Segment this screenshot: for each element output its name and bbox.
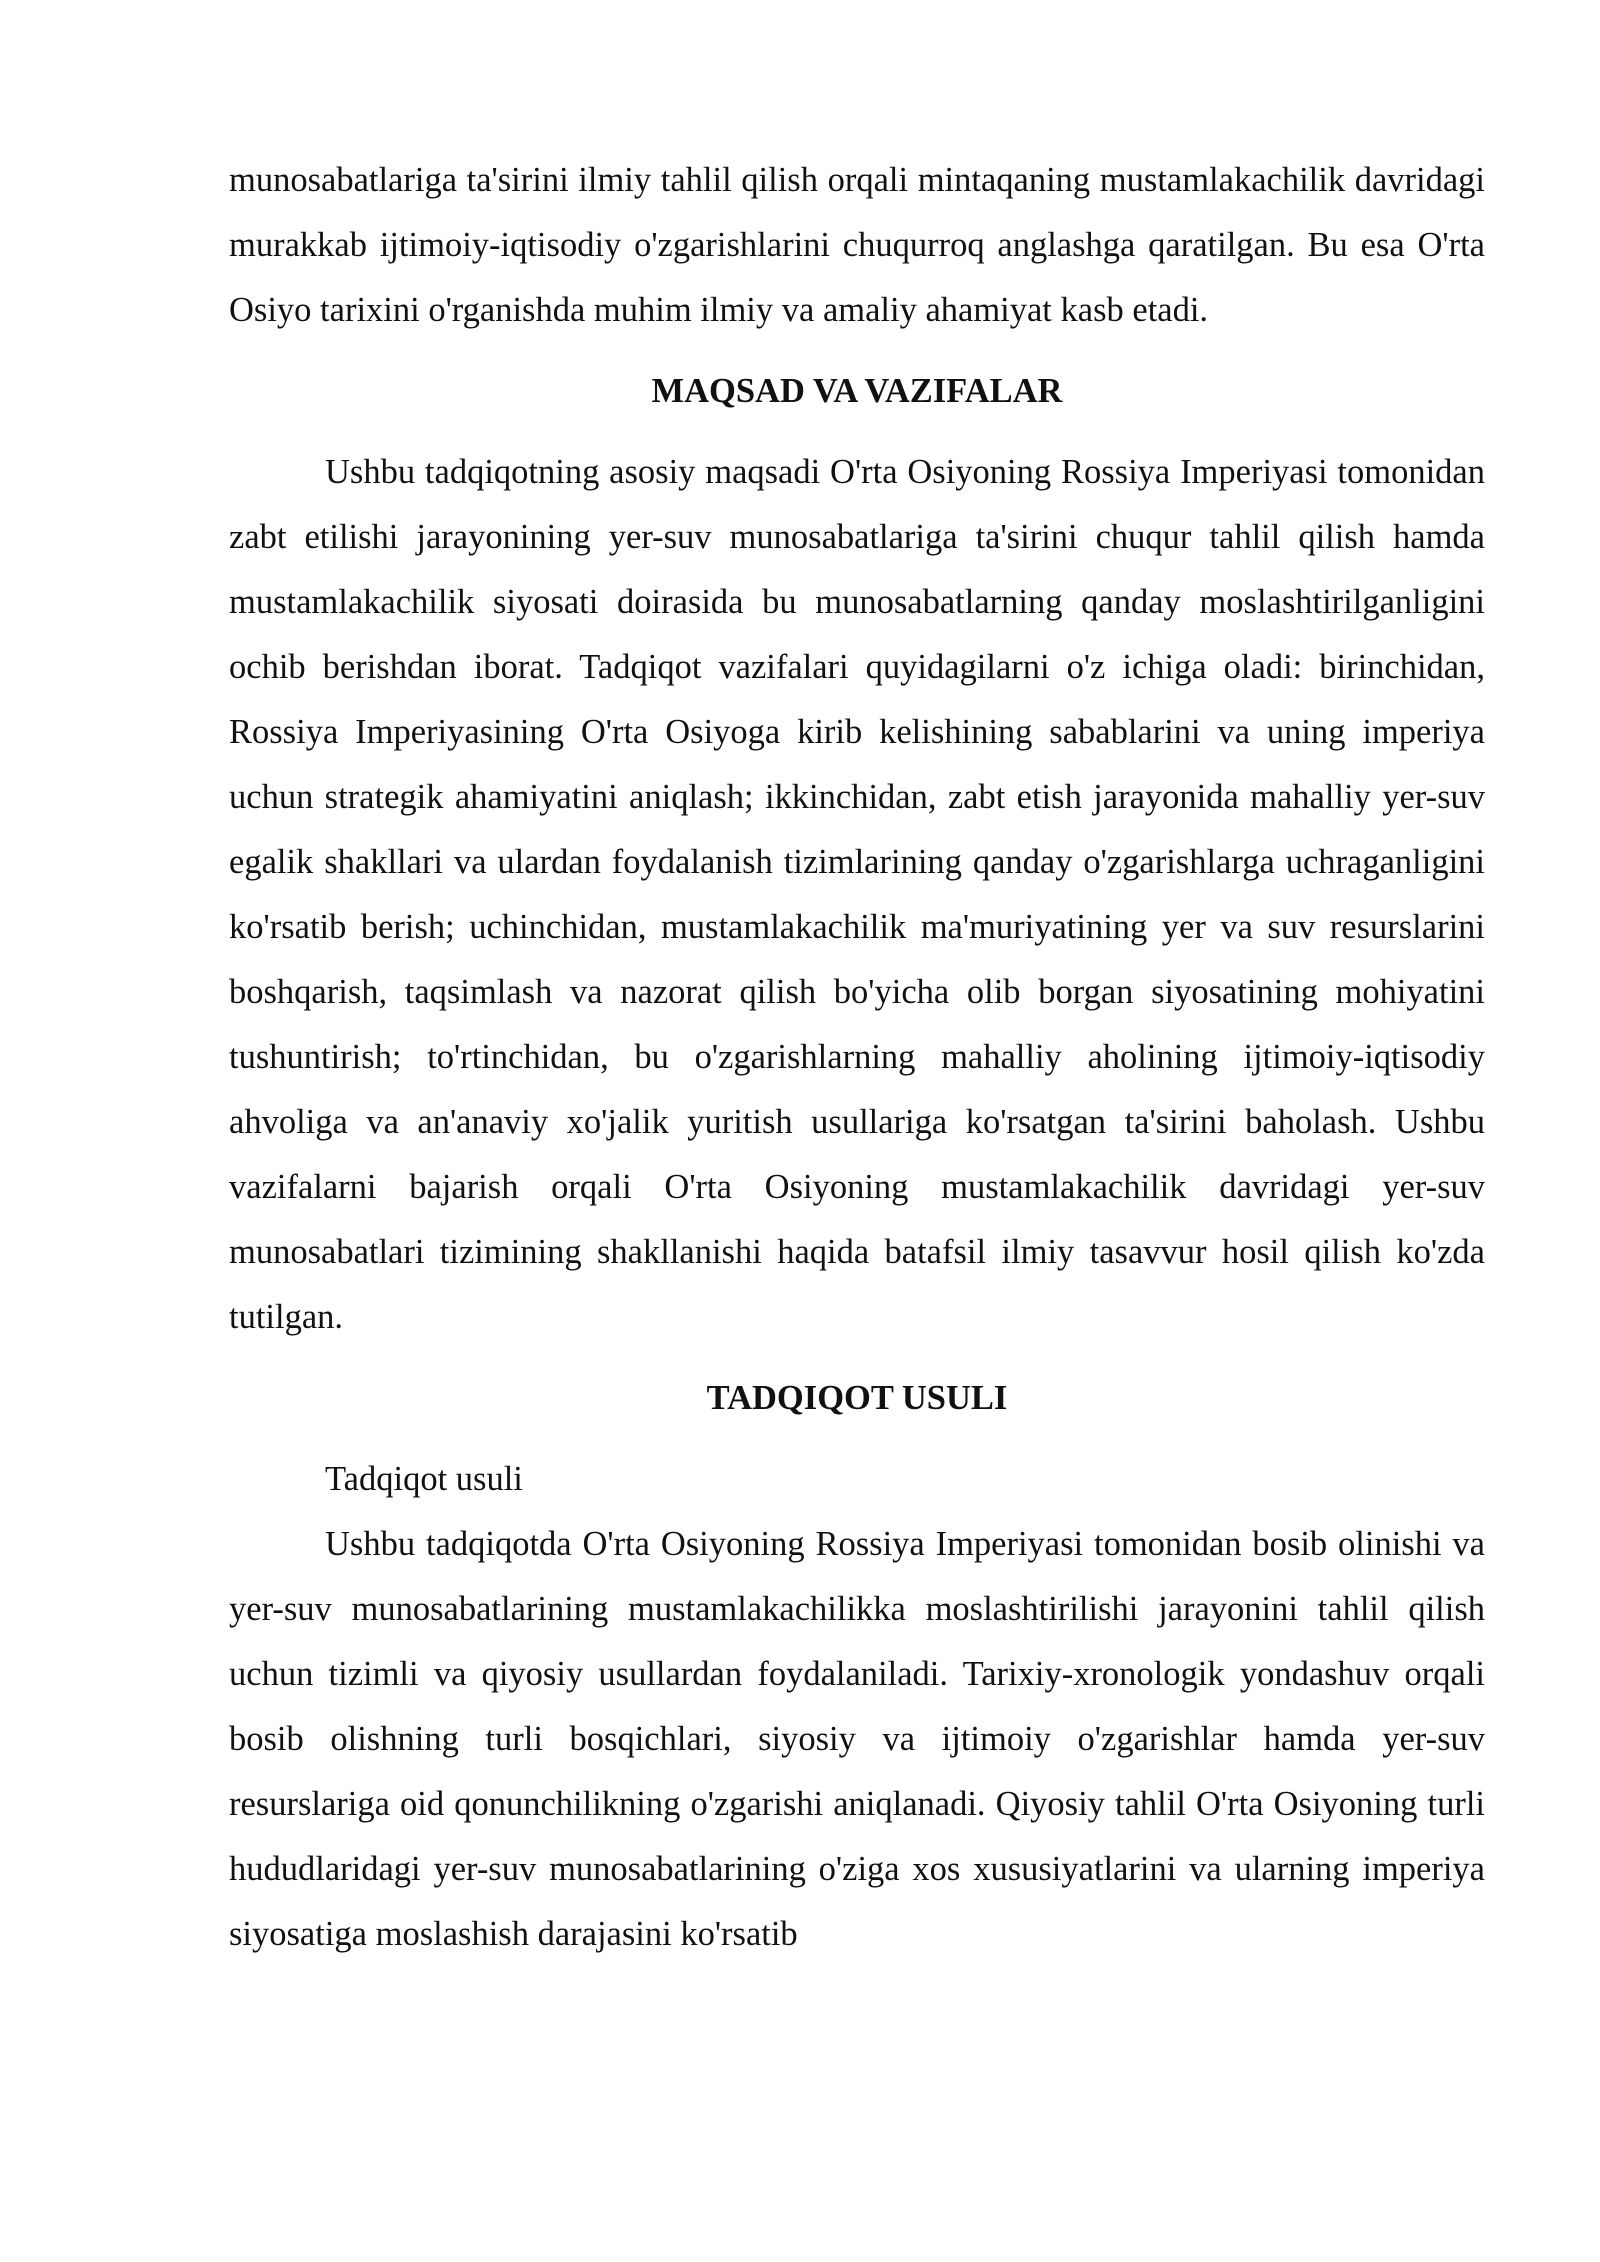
section-heading-method: TADQIQOT USULI [706, 1379, 1008, 1417]
method-subheading: Tadqiqot usuli [325, 1460, 523, 1498]
method-paragraph: Ushbu tadqiqotda O'rta Osiyoning Rossiya Imperiyasi tomonidan bosib olinishi va yer-suv munosabatlarining mustamlakachilikka moslashtirilishi jarayonini tahlil qilish uchun tizimli va qiyosiy usullardan foydalaniladi. Tarixiy-xronologik yondashuv orqali bosib olishning turli bosqichlari, siyosiy va ijtimoiy o'zgarishlar hamda yer-suv resurslariga oid qonunchilikning o'zgarishi aniqlanadi. Qiyosiy tahlil O'rta Osiyoning turli hududlaridagi yer-suv munosabatlarining o'ziga xos xususiyatlarini va ularning imperiya siyosatiga moslashish darajasini ko'rsatib [229, 1525, 1485, 1953]
document-body [229, 148, 1485, 1967]
goals-paragraph: Ushbu tadqiqotning asosiy maqsadi O'rta Osiyoning Rossiya Imperiyasi tomonidan zabt etilishi jarayonining yer-suv munosabatlariga ta'sirini chuqur tahlil qilish hamda mustamlakachilik siyosati doirasida bu munosabatlarning qanday moslashtirilganligini ochib berishdan iborat. Tadqiqot vazifalari quyidagilarni o'z ichiga oladi: birinchidan, Rossiya Imperiyasining O'rta Osiyoga kirib kelishining sabablarini va uning imperiya uchun strategik ahamiyatini aniqlash; ikkinchidan, zabt etish jarayonida mahalliy yer-suv egalik shakllari va ulardan foydalanish tizimlarining qanday o'zgarishlarga uchraganligini ko'rsatib berish; uchinchidan, mustamlakachilik ma'muriyatining yer va suv resurslarini boshqarish, taqsimlash va nazorat qilish bo'yicha olib borgan siyosatining mohiyatini tushuntirish; to'rtinchidan, bu o'zgarishlarning mahalliy aholining ijtimoiy-iqtisodiy ahvoliga va an'anaviy xo'jalik yuritish usullariga ko'rsatgan ta'sirini baholash. Ushbu vazifalarni bajarish orqali O'rta Osiyoning mustamlakachilik davridagi yer-suv munosabatlari tizimining shakllanishi haqida batafsil ilmiy tasavvur hosil qilish ko'zda tutilgan. [229, 453, 1485, 1336]
intro-paragraph: munosabatlariga ta'sirini ilmiy tahlil qilish orqali mintaqaning mustamlakachilik davridagi murakkab ijtimoiy-iqtisodiy o'zgarishlarini chuqurroq anglashga qaratilgan. Bu esa O'rta Osiyo tarixini o'rganishda muhim ilmiy va amaliy ahamiyat kasb etadi. [229, 161, 1485, 329]
section-heading-goals: MAQSAD VA VAZIFALAR [651, 372, 1063, 410]
